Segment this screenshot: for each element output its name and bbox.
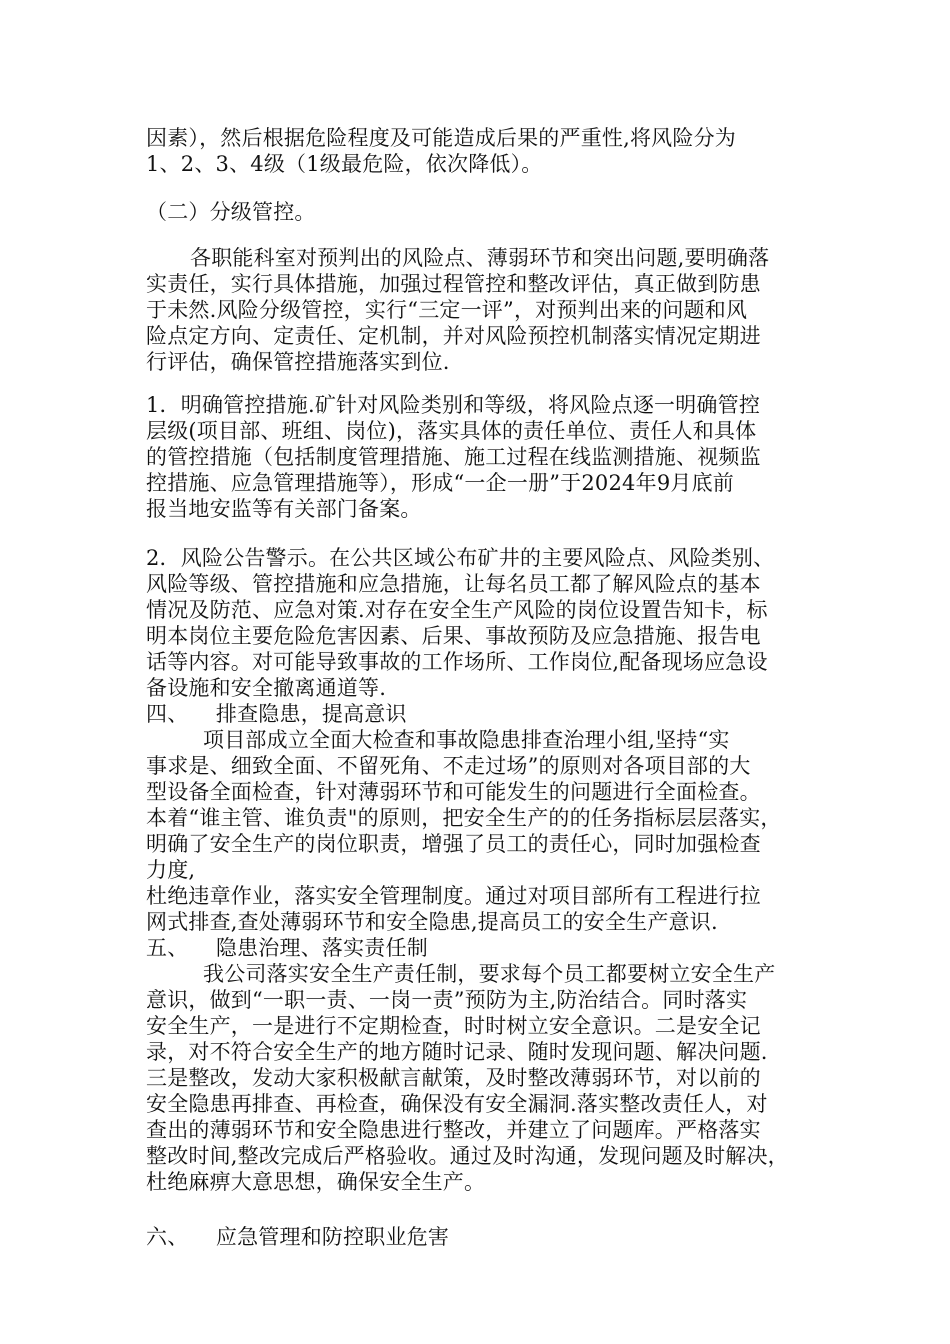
text-line: 安全隐患再排查、再检查，确保没有安全漏洞.落实整改责任人，对 [146, 1092, 768, 1116]
text-line: 明本岗位主要危险危害因素、后果、事故预防及应急措施、报告电 [146, 624, 761, 648]
text-line: 于未然.风险分级管控，实行“三定一评”，对预判出来的问题和风 [146, 298, 748, 322]
section-heading: 五、 隐患治理、落实责任制 [146, 936, 428, 960]
text-line: 型设备全面检查，针对薄弱环节和可能发生的问题进行全面检查。 [146, 780, 761, 804]
text-line: 风险等级、管控措施和应急措施，让每名员工都了解风险点的基本 [146, 572, 761, 596]
text-line: 录，对不符合安全生产的地方随时记录、随时发现问题、解决问题. [146, 1040, 768, 1064]
text-line: 备设施和安全撤离通道等. [146, 676, 387, 700]
text-line: 力度, [146, 858, 196, 882]
text-line: 实责任，实行具体措施，加强过程管控和整改评估，真正做到防患 [146, 272, 761, 296]
text-line: 的管控措施（包括制度管理措施、施工过程在线监测措施、视频监 [146, 445, 761, 469]
text-line: 项目部成立全面大检查和事故隐患排查治理小组,坚持“实 [203, 728, 730, 752]
text-line: 行评估，确保管控措施落实到位. [146, 350, 450, 374]
text-line: 层级(项目部、班组、岗位)，落实具体的责任单位、责任人和具体 [146, 419, 757, 443]
text-line: 安全生产，一是进行不定期检查，时时树立安全意识。二是安全记 [146, 1014, 761, 1038]
text-line: 1．明确管控措施.矿针对风险类别和等级，将风险点逐一明确管控 [146, 393, 761, 417]
text-line: 网式排查,查处薄弱环节和安全隐患,提高员工的安全生产意识. [146, 910, 718, 934]
text-line: 事求是、细致全面、不留死角、不走过场”的原则对各项目部的大 [146, 754, 751, 778]
text-line: 我公司落实安全生产责任制，要求每个员工都要树立安全生产 [203, 962, 776, 986]
section-heading: 六、 应急管理和防控职业危害 [146, 1225, 450, 1249]
text-line: 因素），然后根据危险程度及可能造成后果的严重性,将风险分为 [146, 126, 736, 150]
text-line: 查出的薄弱环节和安全隐患进行整改，并建立了问题库。严格落实 [146, 1118, 761, 1142]
text-line: 本着“谁主管、谁负责"的原则，把安全生产的的任务指标层层落实， [146, 806, 782, 830]
text-line: 杜绝违章作业，落实安全管理制度。通过对项目部所有工程进行拉 [146, 884, 761, 908]
text-line: 话等内容。对可能导致事故的工作场所、工作岗位,配备现场应急设 [146, 650, 768, 674]
text-line: 险点定方向、定责任、定机制，并对风险预控机制落实情况定期进 [146, 324, 761, 348]
text-line: 1、2、3、4级（1级最危险，依次降低）。 [146, 152, 543, 176]
text-line: 情况及防范、应急对策.对存在安全生产风险的岗位设置告知卡，标 [146, 598, 768, 622]
text-line: 整改时间,整改完成后严格验收。通过及时沟通，发现问题及时解决， [146, 1144, 789, 1168]
text-line: 控措施、应急管理措施等），形成“一企一册”于2024年9月底前 [146, 471, 734, 495]
text-line: 意识，做到“一职一责、一岗一责”预防为主,防治结合。同时落实 [146, 988, 748, 1012]
text-line: 明确了安全生产的岗位职责，增强了员工的责任心，同时加强检查 [146, 832, 761, 856]
text-line: 报当地安监等有关部门备案。 [146, 497, 422, 521]
section-heading: 四、 排查隐患，提高意识 [146, 702, 407, 726]
text-line: 三是整改，发动大家积极献言献策，及时整改薄弱环节，对以前的 [146, 1066, 761, 1090]
text-line: 2．风险公告警示。在公共区域公布矿井的主要风险点、风险类别、 [146, 546, 775, 570]
text-line: 各职能科室对预判出的风险点、薄弱环节和突出问题,要明确落 [190, 246, 770, 270]
text-line: 杜绝麻痹大意思想，确保安全生产。 [146, 1170, 486, 1194]
section-heading: （二）分级管控。 [146, 200, 316, 224]
